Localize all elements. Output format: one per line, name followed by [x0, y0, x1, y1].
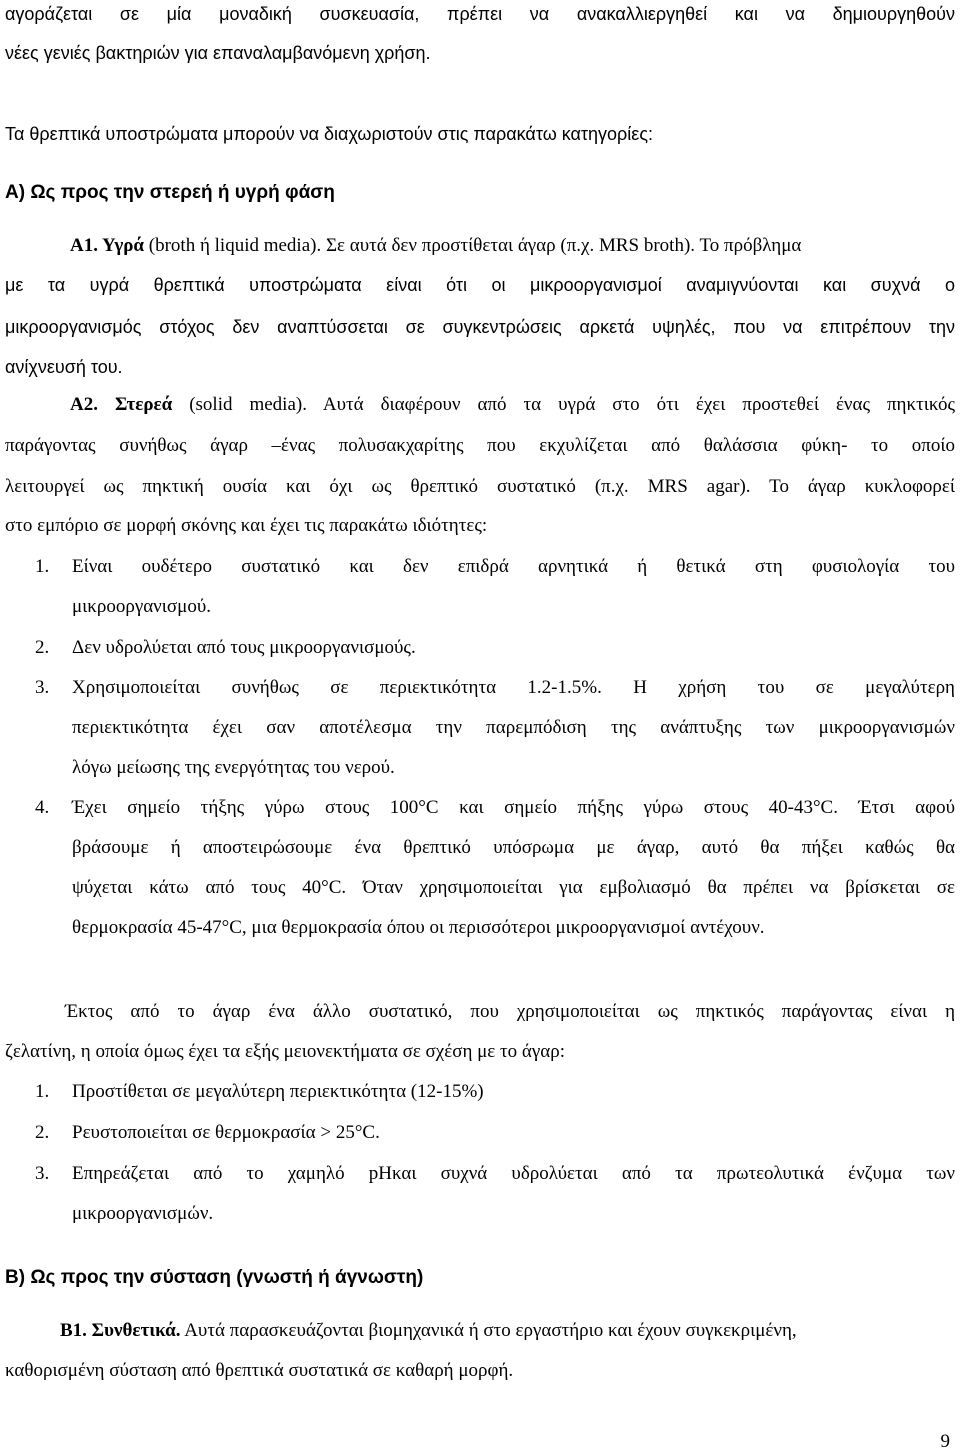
agar-prop-3-line-1: Χρησιμοποιείται συνήθως σε περιεκτικότητα 1.2-1.5%. Η χρήση του σε μεγαλύτερη [72, 677, 955, 698]
agar-prop-4-line-1: Έχει σημείο τήξης γύρω στους 100°C και σημείο πήξης γύρω στους 40-43°C. Έτσι αφού [72, 797, 955, 818]
b1-line-2: καθορισμένη σύσταση από θρεπτικά συστατικά σε καθαρή μορφή. [5, 1360, 514, 1381]
agar-prop-4-line-3: ψύχεται κάτω από τους 40°C. Όταν χρησιμοποιείται για εμβολιασμό θα πρέπει να βρίσκεται σε [72, 877, 955, 898]
section-a-heading: Α) Ως προς την στερεή ή υγρή φάση [5, 182, 335, 203]
gelatin-drawback-2-line-1: Ρευστοποιείται σε θερμοκρασία > 25°C. [72, 1122, 380, 1143]
intro-line-2: νέες γενιές βακτηριών για επαναλαμβανόμενη χρήση. [5, 43, 431, 63]
agar-prop-4-line-2: βράσουμε ή αποστειρώσουμε ένα θρεπτικό υπόσρωμα με άγαρ, αυτό θα πήξει καθώς θα [72, 837, 955, 858]
agar-prop-1-line-1: Είναι ουδέτερο συστατικό και δεν επιδρά αρνητικά ή θετικά στη φυσιολογία του [72, 556, 955, 577]
a2-line-1: (solid media). Αυτά διαφέρουν από τα υγρά στο ότι έχει προστεθεί ένας πηκτικός [172, 394, 955, 415]
a2-label: Α2. Στερεά [70, 394, 173, 415]
agar-prop-4-number: 4. [35, 797, 50, 818]
a1-paragraph-first-line [70, 234, 801, 258]
gelatin-drawback-1-number: 1. [35, 1081, 50, 1102]
agar-prop-4-line-4: θερμοκρασία 45-47°C, μια θερμοκρασία όπου οι περισσότεροι μικροοργανισμοί αντέχουν. [72, 917, 765, 938]
gelatin-drawback-3-number: 3. [35, 1163, 50, 1184]
section-b-heading: Β) Ως προς την σύσταση (γνωστή ή άγνωστη) [5, 1267, 424, 1288]
agar-prop-2-line-1: Δεν υδρολύεται από τους μικροοργανισμούς. [72, 637, 416, 658]
a2-line-2: παράγοντας συνήθως άγαρ –ένας πολυσακχαρίτης που εκχυλίζεται από θαλάσσια φύκη- το οποίο [5, 435, 955, 456]
gelatin-drawback-3-line-2: μικροοργανισμών. [72, 1203, 214, 1224]
b1-paragraph-first-line [60, 1319, 797, 1343]
a2-paragraph-first-line [70, 393, 955, 417]
intro-line-1: αγοράζεται σε μία μοναδική συσκευασία, πρέπει να ανακαλλιεργηθεί και να δημιουργηθούν [5, 4, 955, 24]
a1-line-3: μικροοργανισμός στόχος δεν αναπτύσσεται σε συγκεντρώσεις αρκετά υψηλές, που να επιτρέπουν την [5, 317, 955, 337]
agar-prop-3-line-3: λόγω μείωσης της ενεργότητας του νερού. [72, 757, 395, 778]
gelatin-intro-line-1: Έκτος από το άγαρ ένα άλλο συστατικό, που χρησιμοποιείται ως πηκτικός παράγοντας είναι η [65, 1001, 955, 1022]
gelatin-drawback-3-line-1: Επηρεάζεται από το χαμηλό pHκαι συχνά υδρολύεται από τα πρωτεολυτικά ένζυμα των [72, 1163, 955, 1184]
a1-label: Α1. Υγρά [70, 235, 145, 256]
agar-prop-1-number: 1. [35, 556, 50, 577]
categories-line: Τα θρεπτικά υποστρώματα μπορούν να διαχωριστούν στις παρακάτω κατηγορίες: [5, 124, 653, 144]
page-number: 9 [940, 1431, 950, 1452]
gelatin-intro-line-2: ζελατίνη, η οποία όμως έχει τα εξής μειονεκτήματα σε σχέση με το άγαρ: [5, 1041, 565, 1062]
a1-line-2: με τα υγρά θρεπτικά υποστρώματα είναι ότι οι μικροοργανισμοί αναμιγνύονται και συχνά ο [5, 275, 955, 295]
a1-line-1: (broth ή liquid media). Σε αυτά δεν προστίθεται άγαρ (π.χ. MRS broth). Το πρόβλημα [144, 235, 802, 256]
agar-prop-1-line-2: μικροοργανισμού. [72, 596, 211, 617]
a2-line-4: στο εμπόριο σε μορφή σκόνης και έχει τις παρακάτω ιδιότητες: [5, 515, 488, 536]
agar-prop-3-number: 3. [35, 677, 50, 698]
gelatin-drawback-1-line-1: Προστίθεται σε μεγαλύτερη περιεκτικότητα (12-15%) [72, 1081, 484, 1102]
b1-label: Β1. Συνθετικά. [60, 1320, 181, 1341]
a2-line-3: λειτουργεί ως πηκτική ουσία και όχι ως θρεπτικό συστατικό (π.χ. MRS agar). Το άγαρ κυκλοφορεί [5, 476, 955, 497]
a1-line-4: ανίχνευσή του. [5, 357, 123, 377]
agar-prop-3-line-2: περιεκτικότητα έχει σαν αποτέλεσμα την παρεμπόδιση της ανάπτυξης των μικροοργανισμών [72, 717, 955, 738]
agar-prop-2-number: 2. [35, 637, 50, 658]
b1-line-1: Αυτά παρασκευάζονται βιομηχανικά ή στο εργαστήριο και έχουν συγκεκριμένη, [180, 1320, 797, 1341]
gelatin-drawback-2-number: 2. [35, 1122, 50, 1143]
